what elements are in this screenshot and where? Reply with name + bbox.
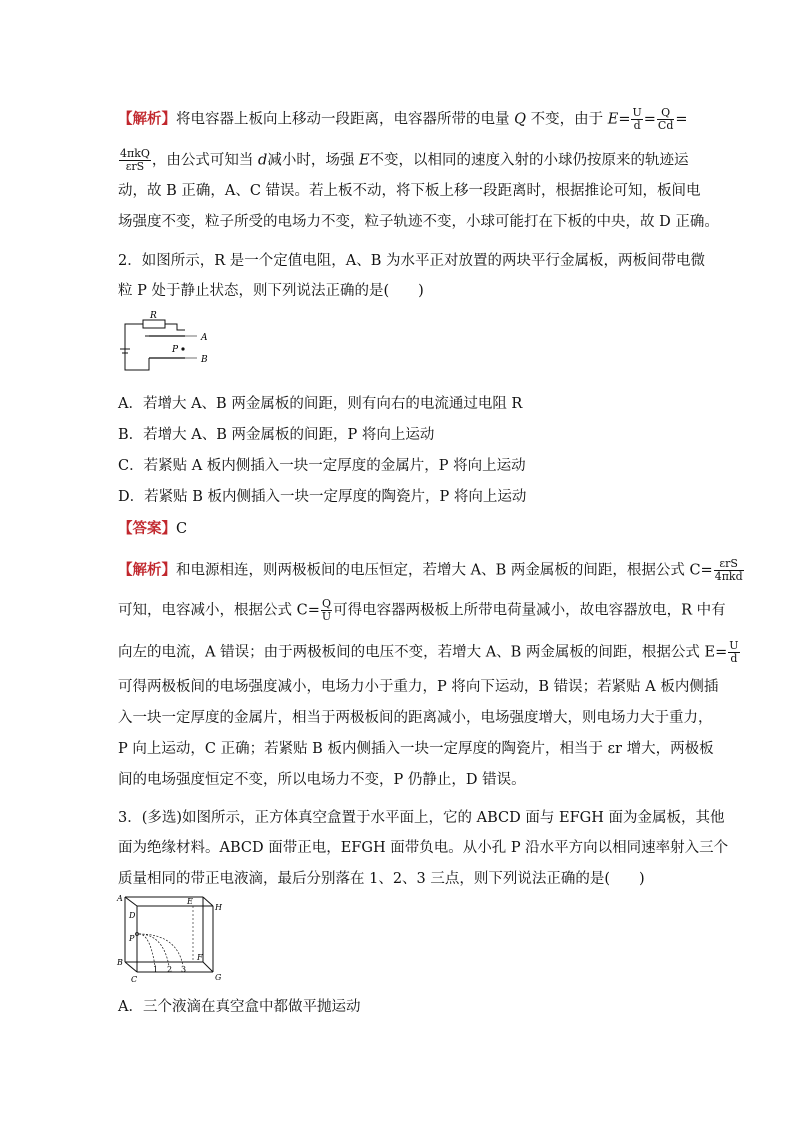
point-2: 2 bbox=[167, 965, 173, 974]
label-a: A bbox=[117, 894, 123, 903]
analysis-tag: 【解析】 bbox=[118, 562, 176, 579]
analysis-tag: 【解析】 bbox=[118, 111, 176, 128]
option-a: A．若增大 A、B 两金属板的间距，则有向右的电流通过电阻 R bbox=[118, 396, 523, 412]
option-b: B．若增大 A、B 两金属板的间距，P 将向上运动 bbox=[118, 427, 435, 443]
label-c: C bbox=[131, 975, 138, 984]
fraction-4pikq-epsilons: $\frac{\text{4πkQ}}{\text{εrS}}$ bbox=[120, 147, 150, 173]
option-d: D．若紧贴 B 板内侧插入一块一定厚度的陶瓷片，P 将向上运动 bbox=[118, 489, 527, 505]
label-f: F bbox=[197, 953, 203, 962]
fraction-q-cd: $\frac{Q}{Cd}$ bbox=[657, 106, 674, 132]
fraction-capacitance: $\frac{\text{εrS}}{\text{4πkd}}$ bbox=[714, 557, 743, 583]
cube-diagram bbox=[115, 892, 225, 987]
label-p: P bbox=[129, 934, 135, 943]
answer-value: C bbox=[176, 521, 188, 537]
question-2-line-1: 2．如图所示，R 是一个定值电阻，A、B 为水平正对放置的两块平行金属板，两板间带电微 bbox=[118, 253, 705, 269]
question-3-option-a: A．三个液滴在真空盒中都做平抛运动 bbox=[118, 999, 361, 1015]
label-a: A bbox=[201, 333, 208, 343]
solution-1-line-4: 场强度不变，粒子所受的电场力不变，粒子轨迹不变，小球可能打在下板的中央，故 D 正确。 bbox=[118, 214, 719, 230]
solution-1-line-1: 【解析】将电容器上板向上移动一段距离，电容器所带的电量 Q 不变，由于 E= $\frac{U}{d}$ = $\frac{Q}{Cd}$ = bbox=[118, 106, 688, 132]
solution-2-line-3: 向左的电流，A 错误；由于两极板间的电压不变，若增大 A、B 两金属板的间距，根据公式 E= $\frac{U}{d}$ bbox=[118, 639, 739, 665]
label-p: P bbox=[172, 345, 179, 355]
label-e: E bbox=[187, 897, 193, 906]
fraction-u-d: $\frac{U}{d}$ bbox=[729, 639, 739, 665]
solution-2-line-4: 可得两极板间的电场强度减小，电场力小于重力，P 将向下运动，B 错误；若紧贴 A 板内侧插 bbox=[118, 679, 719, 695]
solution-2-line-1: 【解析】和电源相连，则两极板间的电压恒定，若增大 A、B 两金属板的间距，根据公式 C= $\frac{\text{εrS}}{\text{4πkd}}$ bbox=[118, 557, 743, 583]
solution-2-line-2: 可知，电容减小，根据公式 C= $\frac{Q}{U}$ 可得电容器两极板上所带电荷量减小，故电容器放电，R 中有 bbox=[118, 597, 726, 623]
label-g: G bbox=[215, 973, 222, 982]
fraction-q-u: $\frac{Q}{U}$ bbox=[321, 597, 332, 623]
solution-2-line-7: 间的电场强度恒定不变，所以电场力不变，P 仍静止，D 错误。 bbox=[118, 772, 526, 788]
question-3-line-1: 3．(多选)如图所示，正方体真空盒置于水平面上，它的 ABCD 面与 EFGH 面为金属板，其他 bbox=[118, 810, 725, 826]
solution-2-line-5: 入一块一定厚度的金属片，相当于两极板间的距离减小，电场强度增大，则电场力大于重力， bbox=[118, 710, 713, 726]
point-3: 3 bbox=[181, 965, 187, 974]
label-r: R bbox=[150, 311, 157, 321]
option-c: C．若紧贴 A 板内侧插入一块一定厚度的金属片，P 将向上运动 bbox=[118, 458, 526, 474]
question-2-line-2: 粒 P 处于静止状态，则下列说法正确的是( ) bbox=[118, 283, 424, 299]
answer-tag: 【答案】 bbox=[118, 521, 176, 537]
label-d: D bbox=[129, 911, 136, 920]
point-1: 1 bbox=[153, 965, 159, 974]
question-3-line-2: 面为绝缘材料。ABCD 面带正电，EFGH 面带负电。从小孔 P 沿水平方向以相同速率射入三个 bbox=[118, 840, 729, 856]
label-h: H bbox=[215, 903, 222, 912]
solution-2-line-6: P 向上运动，C 正确；若紧贴 B 板内侧插入一块一定厚度的陶瓷片，相当于 εr 增大，两极板 bbox=[118, 741, 714, 757]
label-b: B bbox=[201, 355, 208, 365]
fraction-u-d: $\frac{U}{d}$ bbox=[632, 106, 642, 132]
solution-1-line-3: 动，故 B 正确，A、C 错误。若上板不动，将下板上移一段距离时，根据推论可知，板间电 bbox=[118, 183, 701, 199]
label-b: B bbox=[117, 958, 123, 967]
question-3-line-3: 质量相同的带正电液滴，最后分别落在 1、2、3 三点，则下列说法正确的是( ) bbox=[118, 871, 645, 887]
answer-line bbox=[118, 519, 187, 539]
solution-1-line-2: $\frac{\text{4πkQ}}{\text{εrS}}$ ，由公式可知当 d减小时，场强 E不变，以相同的速度入射的小球仍按原来的轨迹运 bbox=[120, 147, 689, 173]
circuit-diagram bbox=[115, 310, 225, 380]
